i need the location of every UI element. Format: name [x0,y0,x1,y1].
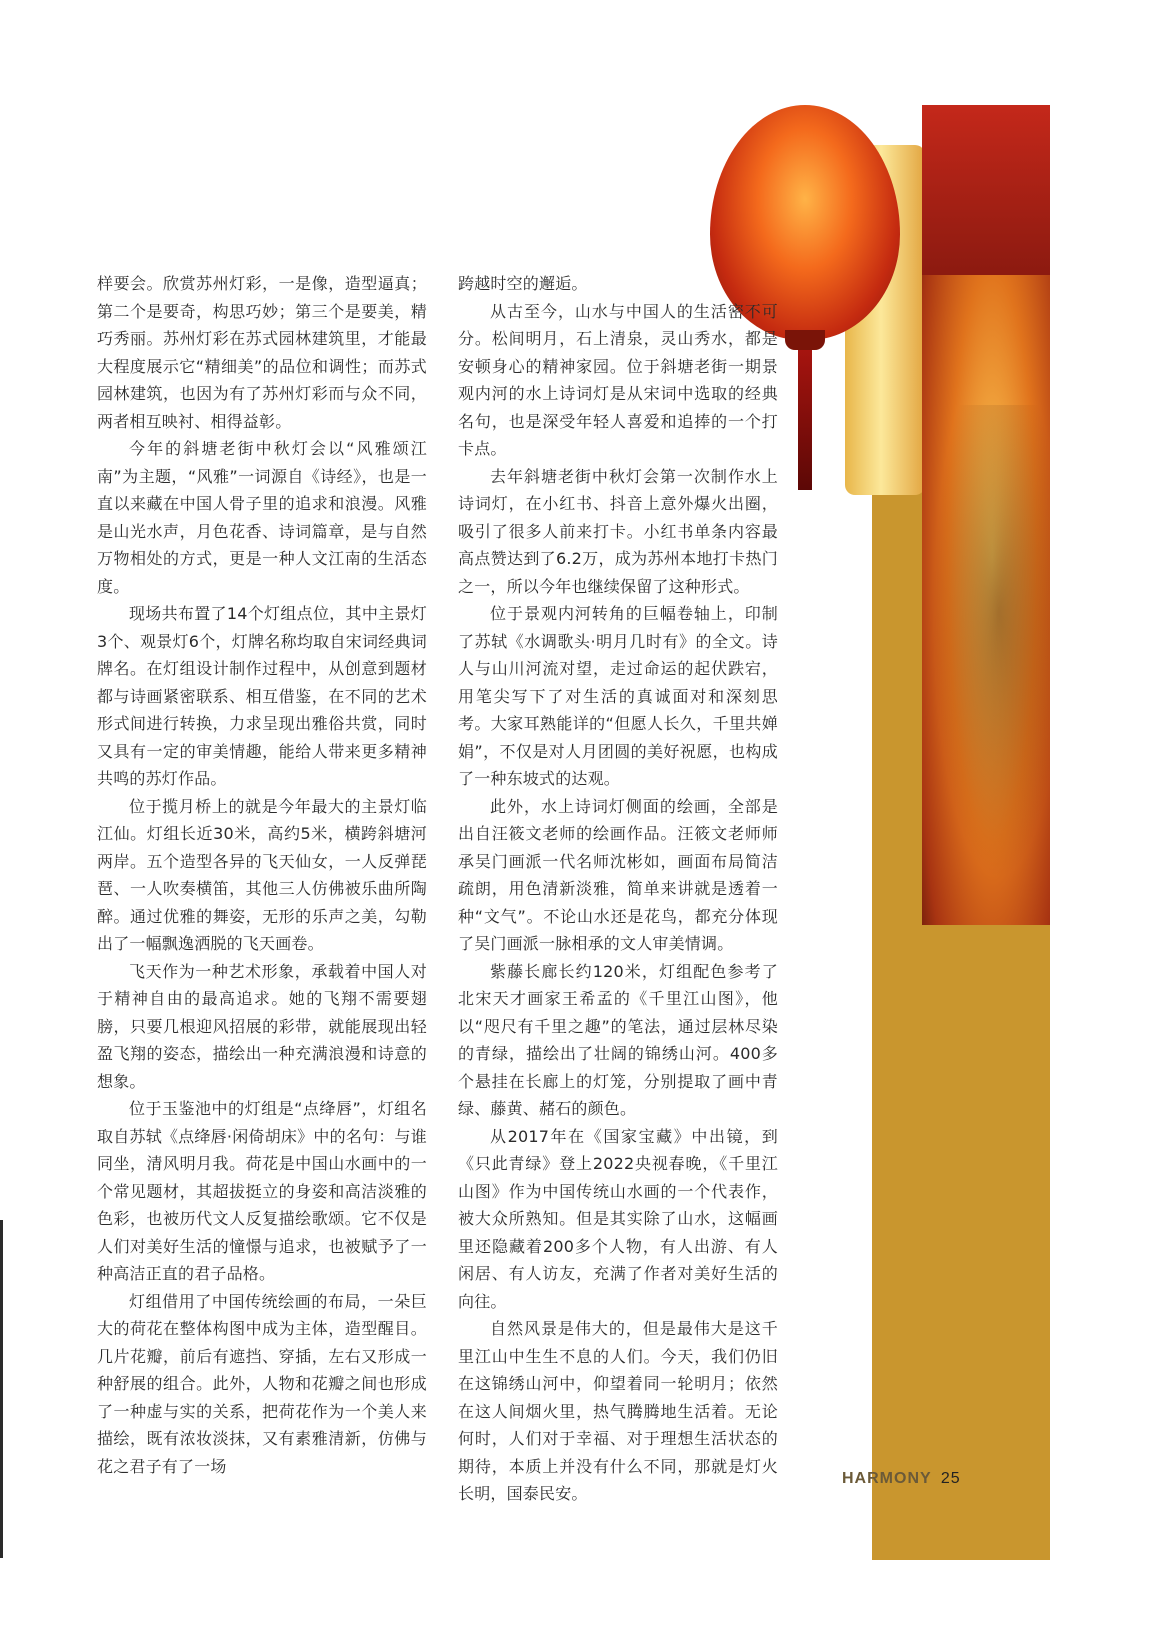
page-footer [842,1470,961,1488]
page-edge-strip [0,1220,3,1558]
magazine-brand: HARMONY [842,1470,932,1487]
paragraph: 灯组借用了中国传统绘画的布局，一朵巨大的荷花在整体构图中成为主体，造型醒目。几片花瓣，前后有遮挡、穿插，左右又形成一种舒展的组合。此外，人物和花瓣之间也形成了一种虚与实的关系，把荷花作为一个美人来描绘，既有浓妆淡抹，又有素雅清新，仿佛与花之君子有了一场 [97,1291,427,1476]
paragraph: 位于揽月桥上的就是今年最大的主景灯临江仙。灯组长近30米，高约5米，横跨斜塘河两岸。五个造型各异的飞天仙女，一人反弹琵琶、一人吹奏横笛，其他三人仿佛被乐曲所陶醉。通过优雅的舞姿，无形的乐声之美，勾勒出了一幅飘逸洒脱的飞天画卷。 [97,796,427,953]
scroll-top-red [922,105,1050,275]
paragraph: 飞天作为一种艺术形象，承载着中国人对于精神自由的最高追求。她的飞翔不需要翅膀，只要几根迎风招展的彩带，就能展现出轻盈飞翔的姿态，描绘出一种充满浪漫和诗意的想象。 [97,961,427,1091]
paragraph: 跨越时空的邂逅。 [458,274,588,293]
text-column-right [458,270,778,1508]
paragraph: 去年斜塘老街中秋灯会第一次制作水上诗词灯，在小红书、抖音上意外爆火出圈，吸引了很多人前来打卡。小红书单条内容最高点赞达到了6.2万，成为苏州本地打卡热门之一，所以今年也继续保留了这种形式。 [458,466,778,596]
paragraph: 此外，水上诗词灯侧面的绘画，全部是出自汪筱文老师的绘画作品。汪筱文老师师承吴门画派一代名师沈彬如，画面布局简洁疏朗，用色清新淡雅，简单来讲就是透着一种“文气”。不论山水还是花鸟，都充分体现了吴门画派一脉相承的文人审美情调。 [458,796,778,953]
bamboo-shadow [922,405,1050,925]
paragraph: 位于景观内河转角的巨幅卷轴上，印制了苏轼《水调歌头·明月几时有》的全文。诗人与山川河流对望，走过命运的起伏跌宕，用笔尖写下了对生活的真诚面对和深刻思考。大家耳熟能详的“但愿人长久，千里共婵娟”，不仅是对人月团圆的美好祝愿，也构成了一种东坡式的达观。 [458,604,778,788]
lantern-tassel [798,350,812,490]
paragraph: 样要会。欣赏苏州灯彩，一是像，造型逼真；第二个是要奇，构思巧妙；第三个是要美，精巧秀丽。苏州灯彩在苏式园林建筑里，才能最大程度展示它“精细美”的品位和调性；而苏式园林建筑，也因为有了苏州灯彩而与众不同，两者相互映衬、相得益彰。 [97,274,427,431]
paragraph: 从2017年在《国家宝藏》中出镜，到《只此青绿》登上2022央视春晚，《千里江山图》作为中国传统山水画的一个代表作，被大众所熟知。但是其实除了山水，这幅画里还隐藏着200多个人物，有人出游、有人闲居、有人访友，充满了作者对美好生活的向往。 [458,1126,778,1311]
lantern-cap [785,330,825,350]
paragraph: 今年的斜塘老街中秋灯会以“风雅颂江南”为主题，“风雅”一词源自《诗经》，也是一直以来藏在中国人骨子里的追求和浪漫。风雅是山光水声，月色花香、诗词篇章，是与自然万物相处的方式，更是一种人文江南的生活态度。 [97,439,427,596]
paragraph: 自然风景是伟大的，但是最伟大是这千里江山中生生不息的人们。今天，我们仍旧在这锦绣山河中，仰望着同一轮明月；依然在这人间烟火里，热气腾腾地生活着。无论何时，人们对于幸福、对于理想生活状态的期待，本质上并没有什么不同，那就是灯火长明，国泰民安。 [458,1319,778,1503]
paragraph: 从古至今，山水与中国人的生活密不可分。松间明月，石上清泉，灵山秀水，都是安顿身心的精神家园。位于斜塘老街一期景观内河的水上诗词灯是从宋词中选取的经典名句，也是深受年轻人喜爱和追捧的一个打卡点。 [458,301,778,458]
paragraph: 位于玉鉴池中的灯组是“点绛唇”，灯组名取自苏轼《点绛唇·闲倚胡床》中的名句：与谁同坐，清风明月我。荷花是中国山水画中的一个常见题材，其超拔挺立的身姿和高洁淡雅的色彩，也被历代文人反复描绘歌颂。它不仅是人们对美好生活的憧憬与追求，也被赋予了一种高洁正直的君子品格。 [97,1099,427,1283]
page-number: 25 [940,1470,961,1487]
paragraph: 紫藤长廊长约120米，灯组配色参考了北宋天才画家王希孟的《千里江山图》，他以“咫尺有千里之趣”的笔法，通过层林尽染的青绿，描绘出了壮阔的锦绣山河。400多个悬挂在长廊上的灯笼，分别提取了画中青绿、藤黄、赭石的颜色。 [458,961,778,1118]
text-column-left [97,270,427,1480]
paragraph: 现场共布置了14个灯组点位，其中主景灯3个、观景灯6个，灯牌名称均取自宋词经典词牌名。在灯组设计制作过程中，从创意到题材都与诗画紧密联系、相互借鉴，在不同的艺术形式间进行转换，力求呈现出雅俗共赏，同时又具有一定的审美情趣，能给人带来更多精神共鸣的苏灯作品。 [97,604,427,788]
